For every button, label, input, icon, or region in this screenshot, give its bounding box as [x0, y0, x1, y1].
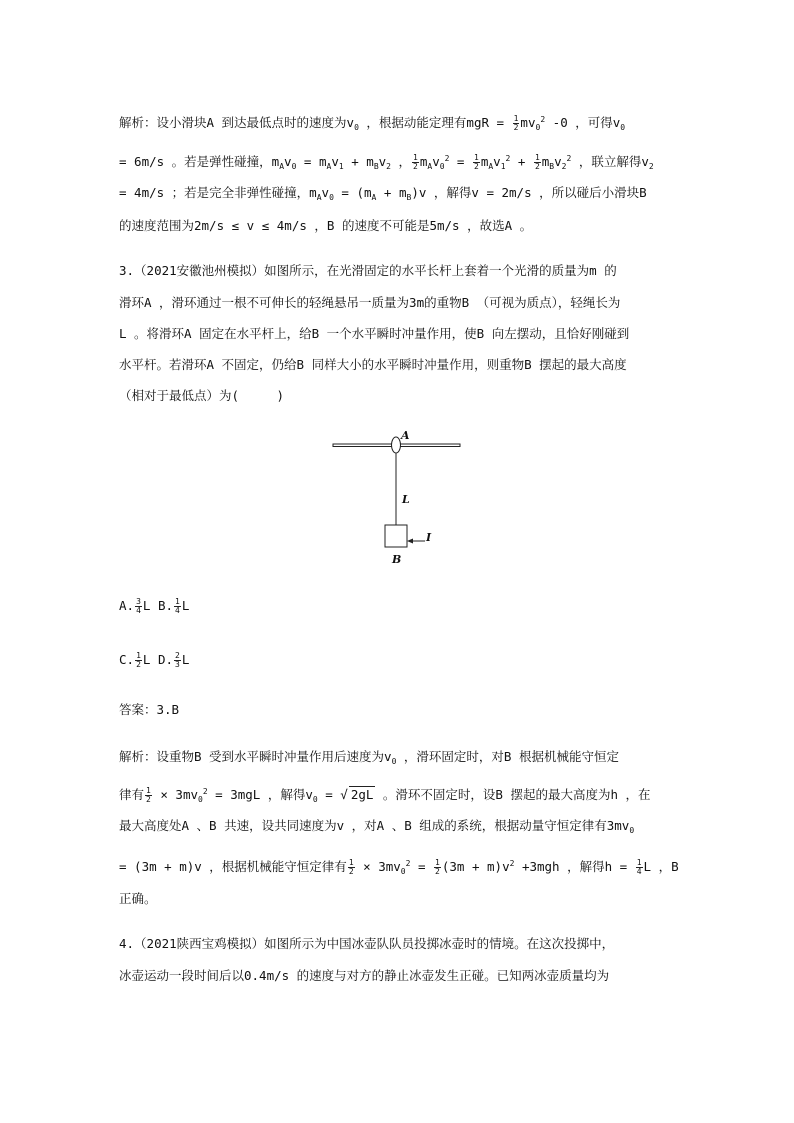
label-i: I [426, 531, 432, 544]
question-line: 滑环A ，滑环通过一根不可伸长的轻绳悬吊一质量为3m的重物B （可视为质点），轻绳长为 [119, 295, 621, 310]
pendulum-figure [330, 427, 465, 572]
analysis-line: 律有 $\frac{1}{2}$ × $3mv_0^2 = 3mgL$ ，解得$v_0$ = √ 2gL 。滑环不固定时，设B 摆起的最大高度为h ，在 [119, 786, 651, 804]
fraction: $\frac{3}{4}$ [136, 597, 141, 615]
question-line: L 。将滑环A 固定在水平杆上，给B 一个水平瞬时冲量作用，使B 向左摆动，且恰好刚碰到 [119, 326, 630, 341]
fraction: $\frac{1}{2}$ [146, 786, 151, 804]
fraction: $\frac{1}{2}$ [348, 858, 354, 876]
fraction: $\frac{1}{4}$ [636, 858, 642, 876]
impulse-arrowhead [407, 539, 413, 544]
fraction: $\frac{1}{2}$ [473, 153, 479, 171]
label-a: A [401, 429, 410, 442]
question-line: 冰壶运动一段时间后以0.4m/s 的速度与对方的静止冰壶发生正碰。已知两冰壶质量均为 [119, 968, 610, 983]
fraction: $\frac{1}{2}$ [513, 114, 519, 132]
label-b: B [392, 553, 402, 566]
analysis-line: 最大高度处A 、B 共速，设共同速度为v ，对A 、B 组成的系统，根据动量守恒定律有$3mv_0$ [119, 818, 635, 835]
answer-line: 答案：3.B [119, 702, 180, 717]
analysis-line: 的速度范围为2m/s ≤ v ≤ 4m/s ，B 的速度不可能是5m/s ，故选A 。 [119, 218, 533, 233]
options-line: C. $\frac{1}{2}$ L D. $\frac{2}{3}$ L [119, 651, 190, 669]
slider-ring-a [392, 437, 401, 453]
question-line: 水平杆。若滑环A 不固定，仍给B 同样大小的水平瞬时冲量作用，则重物B 摆起的最大高度 [119, 357, 627, 372]
sqrt-expression: 2gL [350, 787, 374, 802]
label-l: L [402, 493, 410, 506]
fraction: $\frac{2}{3}$ [175, 651, 180, 669]
analysis-line: = (3m + m)v ，根据机械能守恒定律有 $\frac{1}{2}$ × $3mv_0^2$ = $\frac{1}{2}$ $(3m + m)v^2 +3mgh$ ，解得h = $\frac{1}{4}$ L ，B [119, 858, 679, 876]
question-line: 3.（2021安徽池州模拟）如图所示，在光滑固定的水平长杆上套着一个光滑的质量为m 的 [119, 263, 617, 278]
question-line: （相对于最低点）为( ) [119, 388, 285, 403]
question-line: 4.（2021陕西宝鸡模拟）如图所示为中国冰壶队队员投掷冰壶时的情境。在这次投掷中， [119, 936, 615, 951]
fraction: $\frac{1}{2}$ [136, 651, 141, 669]
fraction: $\frac{1}{4}$ [175, 597, 180, 615]
weight-block-b [385, 525, 407, 547]
options-line: A. $\frac{3}{4}$ L B. $\frac{1}{4}$ L [119, 597, 190, 615]
analysis-line: = 4m/s ；若是完全非弹性碰撞，$m_Av_0 = (m_A + m_B)v$ ，解得v = 2m/s ，所以碰后小滑块B [119, 185, 647, 202]
analysis-line: 解析：设重物B 受到水平瞬时冲量作用后速度为$v_0$ ，滑环固定时，对B 根据机械能守恒定 [119, 749, 619, 766]
analysis-line: 正确。 [119, 891, 157, 906]
fraction: $\frac{1}{2}$ [435, 858, 440, 876]
fraction: $\frac{1}{2}$ [534, 153, 540, 171]
analysis-line: = 6m/s 。若是弹性碰撞，$m_Av_0 = m_Av_1 + m_Bv_2$ ， $\frac{1}{2}$ $m_Av_0^2$ = $\frac{1}{2}$ $m_Av_1^2$ + $\frac{1}{2}$ $m_Bv_2^2$ ，联立解得$v_2$ [119, 153, 654, 171]
fraction: $\frac{1}{2}$ [413, 153, 418, 171]
analysis-line: 解析：设小滑块A 到达最低点时的速度为$v_0$ ，根据动能定理有mgR = $\frac{1}{2}$ $mv_0^2$ -0 ，可得$v_0$ [119, 114, 626, 132]
